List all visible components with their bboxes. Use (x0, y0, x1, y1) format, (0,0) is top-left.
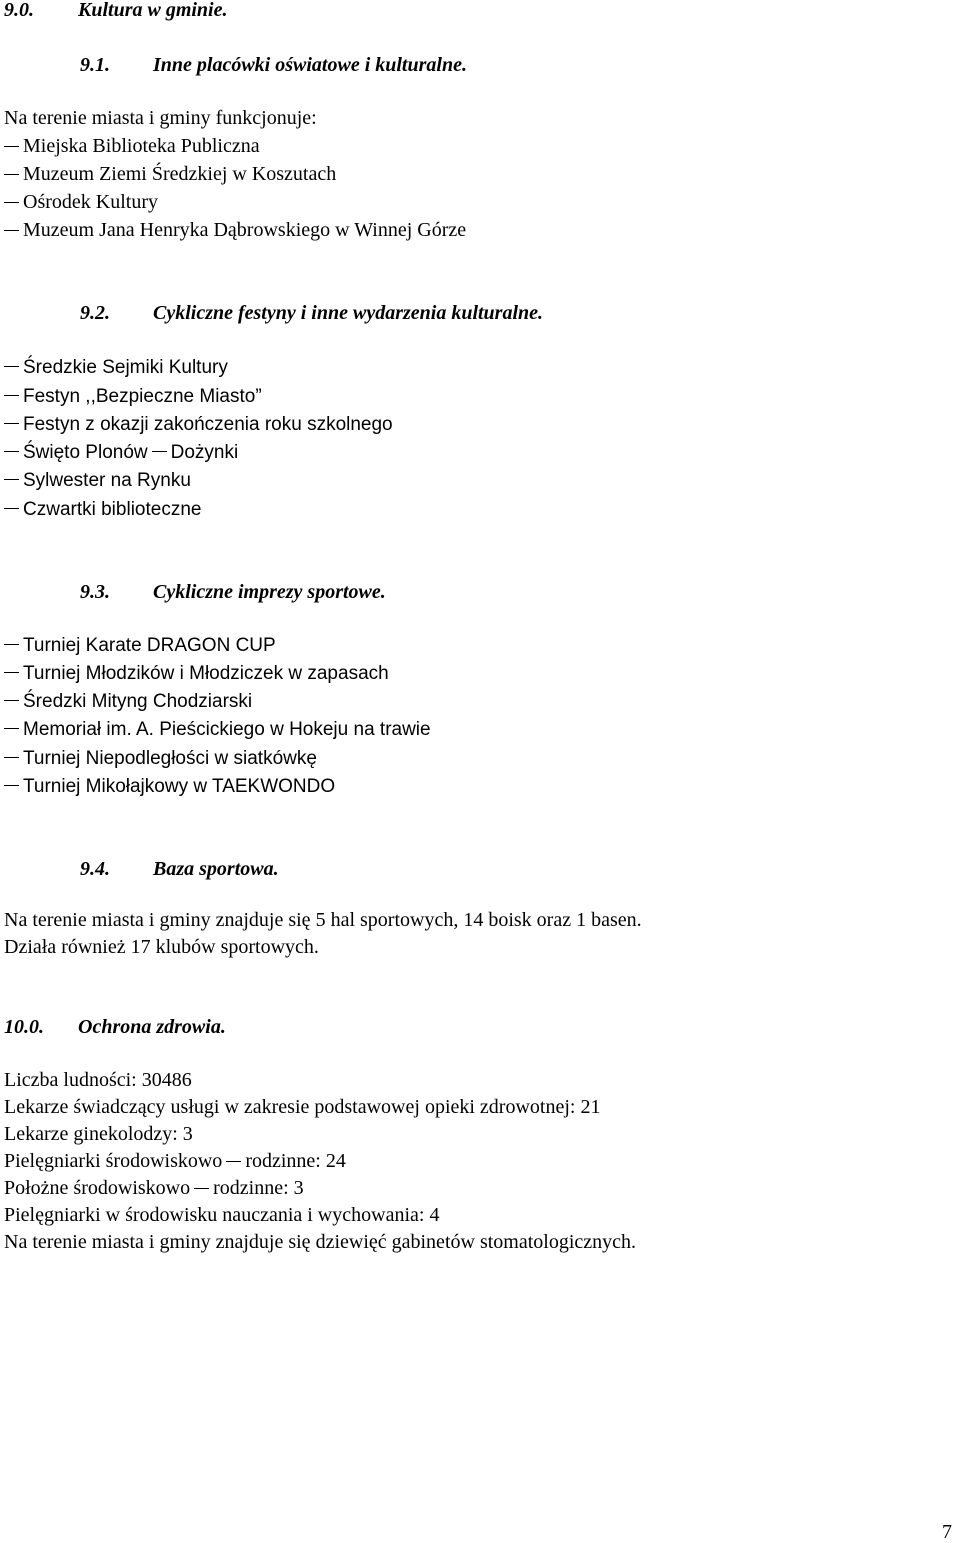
list-item: Turniej Mikołajkowy w TAEKWONDO (4, 775, 335, 799)
list-item: Festyn z okazji zakończenia roku szkolnego (4, 413, 393, 437)
list-item: Średzki Mityng Chodziarski (4, 690, 252, 714)
list-item: Czwartki biblioteczne (4, 498, 201, 522)
dash-bullet (4, 366, 19, 367)
dash-bullet (4, 174, 19, 175)
section-number: 10.0. (4, 1016, 44, 1038)
section-title: Kultura w gminie. (78, 0, 228, 21)
dash-bullet (4, 508, 19, 509)
list-item: Turniej Karate DRAGON CUP (4, 634, 276, 658)
dash-bullet (4, 202, 19, 203)
section-heading-9-4 (80, 857, 279, 881)
list-item: Muzeum Jana Henryka Dąbrowskiego w Winnej Górze (4, 218, 466, 242)
paragraph-line: Pielęgniarki w środowisku nauczania i wychowania: 4 (4, 1204, 440, 1226)
dash-bullet (4, 451, 19, 452)
paragraph-line: Lekarze świadczący usługi w zakresie podstawowej opieki zdrowotnej: 21 (4, 1096, 601, 1118)
section-number: 9.1. (80, 54, 110, 76)
list-item: Święto Plonów Dożynki (4, 441, 238, 465)
list-item: Średzkie Sejmiki Kultury (4, 356, 228, 380)
paragraph-line: Pielęgniarki środowiskowo rodzinne: 24 (4, 1150, 346, 1172)
dash-bullet (4, 700, 19, 701)
dash-bullet (4, 146, 19, 147)
section-heading-10-0 (4, 1015, 226, 1039)
list-item: Festyn ,,Bezpieczne Miasto” (4, 385, 262, 409)
dash-bullet (4, 757, 19, 758)
section-number: 9.3. (80, 581, 110, 603)
section-title: Baza sportowa. (153, 858, 279, 880)
section-heading-9-2 (80, 301, 543, 325)
paragraph-line: Położne środowiskowo rodzinne: 3 (4, 1177, 304, 1199)
section-number: 9.2. (80, 302, 110, 324)
section-number: 9.0. (4, 0, 34, 21)
paragraph-intro: Na terenie miasta i gminy funkcjonuje: (4, 107, 317, 129)
list-item: Ośrodek Kultury (4, 190, 158, 214)
inline-dash (194, 1188, 209, 1189)
paragraph-line: Na terenie miasta i gminy znajduje się dziewięć gabinetów stomatologicznych. (4, 1231, 637, 1253)
inline-dash (152, 451, 167, 452)
section-heading-9-0 (4, 0, 228, 22)
page-number: 7 (942, 1521, 952, 1543)
dash-bullet (4, 479, 19, 480)
dash-bullet (4, 644, 19, 645)
list-item: Miejska Biblioteka Publiczna (4, 134, 260, 158)
section-title: Inne placówki oświatowe i kulturalne. (153, 54, 467, 76)
dash-bullet (4, 728, 19, 729)
section-number: 9.4. (80, 858, 110, 880)
list-item: Turniej Młodzików i Młodziczek w zapasach (4, 662, 389, 686)
section-heading-9-3 (80, 580, 386, 604)
section-title: Ochrona zdrowia. (78, 1016, 226, 1038)
dash-bullet (4, 785, 19, 786)
dash-bullet (4, 395, 19, 396)
list-item: Sylwester na Rynku (4, 469, 191, 493)
paragraph-line: Na terenie miasta i gminy znajduje się 5 hal sportowych, 14 boisk oraz 1 basen. (4, 909, 642, 931)
section-title: Cykliczne imprezy sportowe. (153, 581, 386, 603)
dash-bullet (4, 672, 19, 673)
dash-bullet (4, 423, 19, 424)
section-heading-9-1 (80, 53, 467, 77)
paragraph-line: Liczba ludności: 30486 (4, 1069, 192, 1091)
inline-dash (226, 1161, 241, 1162)
list-item: Memoriał im. A. Pieścickiego w Hokeju na trawie (4, 718, 431, 742)
section-title: Cykliczne festyny i inne wydarzenia kulturalne. (153, 302, 544, 324)
paragraph-line: Lekarze ginekolodzy: 3 (4, 1123, 193, 1145)
paragraph-line: Działa również 17 klubów sportowych. (4, 936, 319, 958)
dash-bullet (4, 230, 19, 231)
list-item: Turniej Niepodległości w siatkówkę (4, 747, 317, 771)
list-item: Muzeum Ziemi Średzkiej w Koszutach (4, 162, 336, 186)
